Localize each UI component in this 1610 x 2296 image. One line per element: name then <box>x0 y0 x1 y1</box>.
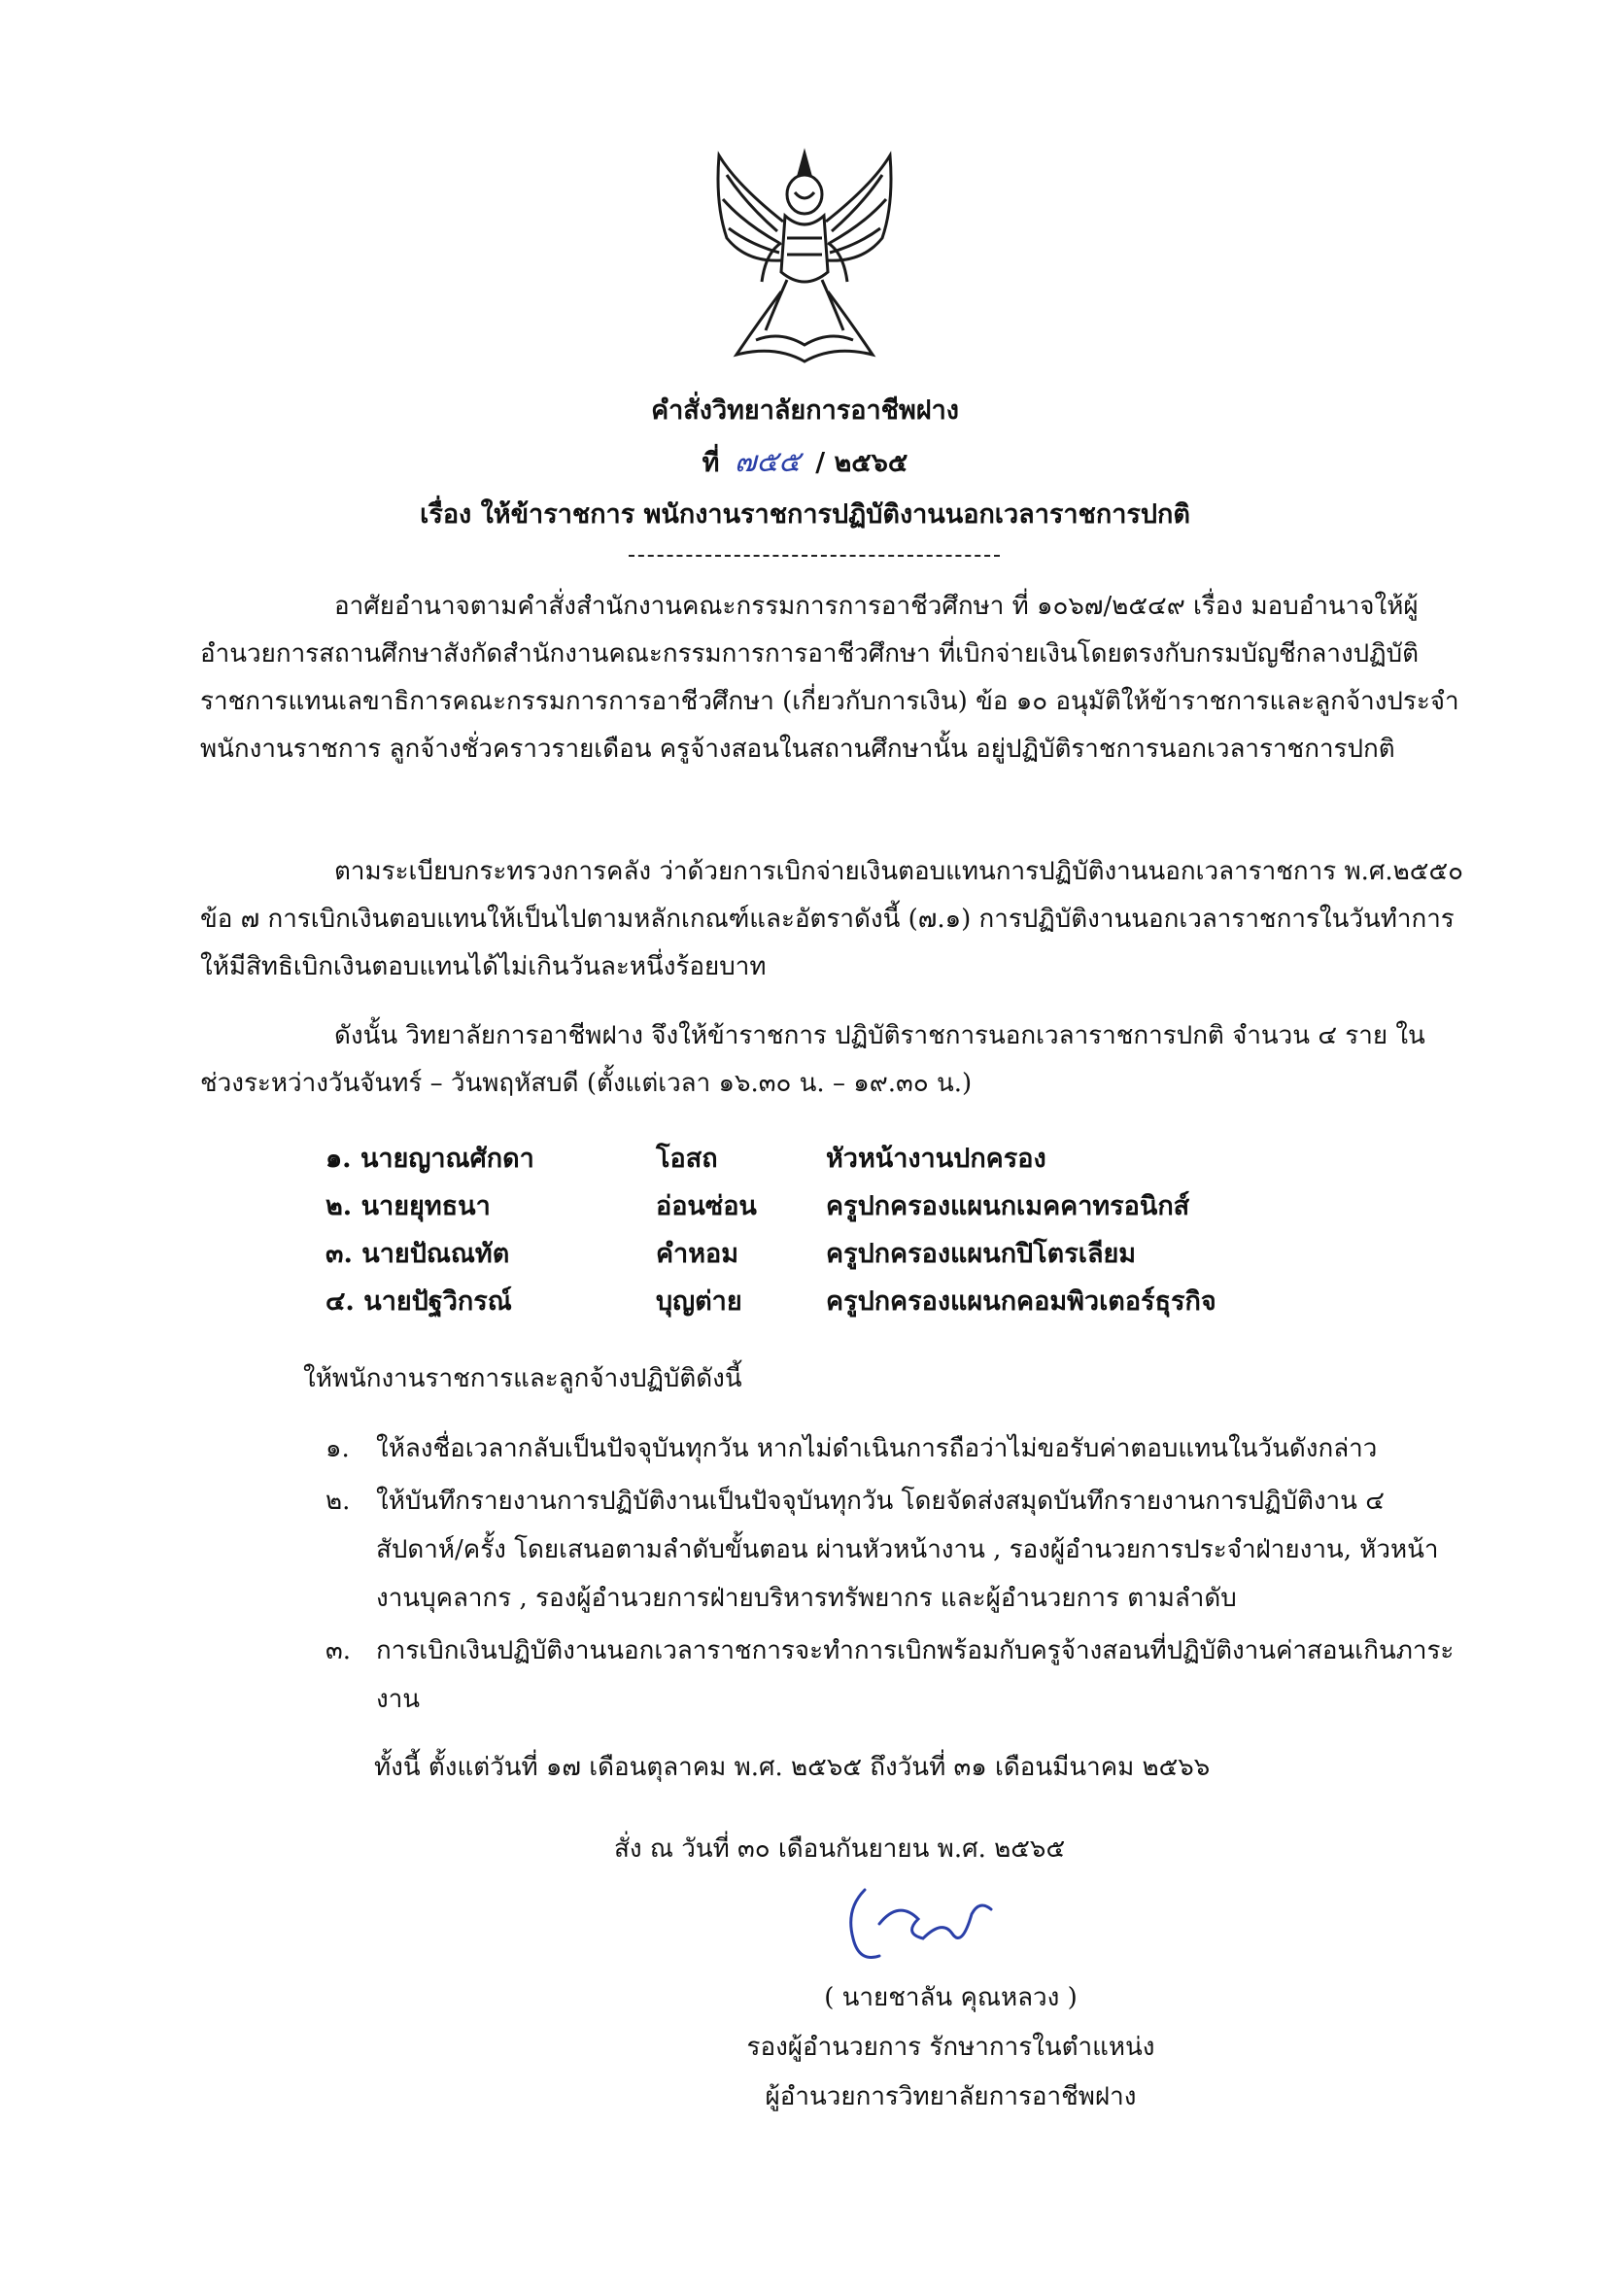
staff-surname: โอสถ <box>656 1144 718 1174</box>
order-number-suffix: / ๒๕๖๕ <box>815 448 908 478</box>
duty-text: การเบิกเงินปฏิบัติงานนอกเวลาราชการจะทำการเบิกพร้อมกับครูจ้างสอนที่ปฏิบัติงานค่าสอนเกินภาระงาน <box>376 1636 1455 1714</box>
staff-name: ๔. นายปัฐวิกรณ์ <box>325 1286 512 1317</box>
order-title: คำสั่งวิทยาลัยการอาชีพฝาง <box>651 395 959 426</box>
staff-position: หัวหน้างานปกครอง <box>826 1144 1046 1174</box>
staff-position: ครูปกครองแผนกปิโตรเลียม <box>826 1239 1137 1269</box>
staff-surname: คำหอม <box>656 1239 739 1269</box>
paragraph-assignment: ดังนั้น วิทยาลัยการอาชีพฝาง จึงให้ข้าราชการ ปฏิบัติราชการนอกเวลาราชการปกติ จำนวน ๔ ราย ในช่วงระหว่างวันจันทร์ – วันพฤหัสบดี (ตั้งแต่เวลา ๑๖.๓๐ น. – ๑๙.๓๐ น.) <box>200 1021 1425 1098</box>
duty-number: ๓. <box>325 1636 352 1665</box>
staff-row <box>325 1184 1297 1232</box>
order-number-prefix: ที่ <box>702 448 720 478</box>
order-subject: เรื่อง ให้ข้าราชการ พนักงานราชการปฏิบัติงานนอกเวลาราชการปกติ <box>420 499 1190 530</box>
duty-item <box>325 1627 1462 1724</box>
staff-surname: บุญต่าย <box>656 1286 742 1317</box>
duty-number: ๒. <box>325 1487 351 1516</box>
staff-position: ครูปกครองแผนกคอมพิวเตอร์ธุรกิจ <box>826 1286 1216 1317</box>
staff-row <box>325 1137 1297 1184</box>
duty-number: ๑. <box>325 1434 350 1463</box>
order-number-handwritten: ๗๕๕ <box>734 445 801 479</box>
duty-text: ให้ลงชื่อเวลากลับเป็นปัจจุบันทุกวัน หากไม่ดำเนินการถือว่าไม่ขอรับค่าตอบแทนในวันดังกล่าว <box>376 1434 1378 1463</box>
garuda-emblem-icon <box>698 146 911 369</box>
duties-list <box>325 1424 1462 1728</box>
effective-period: ทั้งนี้ ตั้งแต่วันที่ ๑๗ เดือนตุลาคม พ.ศ. ๒๕๖๕ ถึงวันที่ ๓๑ เดือนมีนาคม ๒๕๖๖ <box>374 1753 1211 1782</box>
signer-name: ( นายชาลัน คุณหลวง ) <box>824 1983 1078 2012</box>
paragraph-authority: อาศัยอำนาจตามคำสั่งสำนักงานคณะกรรมการการอาชีวศึกษา ที่ ๑๐๖๗/๒๕๔๙ เรื่อง มอบอำนาจให้ผู้อำนวยการสถานศึกษาสังกัดสำนักงานคณะกรรมการการอาชีวศึกษา ที่เบิกจ่ายเงินโดยตรงกับกรมบัญชีกลางปฏิบัติราชการแทนเลขาธิการคณะกรรมการการอาชีวศึกษา (เกี่ยวกับการเงิน) ข้อ ๑๐ อนุมัติให้ข้าราชการและลูกจ้างประจำ พนักงานราชการ ลูกจ้างชั่วคราวรายเดือน ครูจ้างสอนในสถานศึกษานั้น อยู่ปฏิบัติราชการนอกเวลาราชการปกติ <box>200 592 1459 764</box>
duty-text: ให้บันทึกรายงานการปฏิบัติงานเป็นปัจจุบันทุกวัน โดยจัดส่งสมุดบันทึกรายงานการปฏิบัติงาน ๔ สัปดาห์/ครั้ง โดยเสนอตามลำดับขั้นตอน ผ่านหัวหน้างาน , รองผู้อำนวยการประจำฝ่ายงาน, หัวหน้างานบุคลากร , รองผู้อำนวยการฝ่ายบริหารทรัพยากร และผู้อำนวยการ ตามลำดับ <box>376 1487 1439 1613</box>
staff-list <box>325 1137 1297 1327</box>
staff-row <box>325 1232 1297 1280</box>
signer-office: ผู้อำนวยการวิทยาลัยการอาชีพฝาง <box>765 2082 1137 2111</box>
duty-item <box>325 1424 1462 1473</box>
signer-title: รองผู้อำนวยการ รักษาการในตำแหน่ง <box>746 2033 1155 2062</box>
paragraph-regulation: ตามระเบียบกระทรวงการคลัง ว่าด้วยการเบิกจ่ายเงินตอบแทนการปฏิบัติงานนอกเวลาราชการ พ.ศ.๒๕๕๐ ข้อ ๗ การเบิกเงินตอบแทนให้เป็นไปตามหลักเกณฑ์และอัตราดังนี้ (๗.๑) การปฏิบัติงานนอกเวลาราชการในวันทำการ ให้มีสิทธิเบิกเงินตอบแทนได้ไม่เกินวันละหนึ่งร้อยบาท <box>200 857 1463 981</box>
staff-name: ๒. นายยุทธนา <box>325 1191 491 1221</box>
order-number <box>0 439 1610 485</box>
staff-name: ๑. นายญาณศักดา <box>325 1144 534 1174</box>
staff-name: ๓. นายปัณณทัต <box>325 1239 510 1269</box>
duty-item <box>325 1477 1462 1623</box>
staff-surname: อ่อนซ่อน <box>656 1191 757 1221</box>
signed-date: สั่ง ณ วันที่ ๓๐ เดือนกันยายน พ.ศ. ๒๕๖๕ <box>614 1834 1066 1864</box>
title-divider <box>629 555 1000 557</box>
duties-intro: ให้พนักงานราชการและลูกจ้างปฏิบัติดังนี้ <box>303 1364 742 1393</box>
handwritten-signature-icon <box>826 1880 1011 1972</box>
staff-position: ครูปกครองแผนกเมคคาทรอนิกส์ <box>826 1191 1190 1221</box>
staff-row <box>325 1280 1297 1327</box>
